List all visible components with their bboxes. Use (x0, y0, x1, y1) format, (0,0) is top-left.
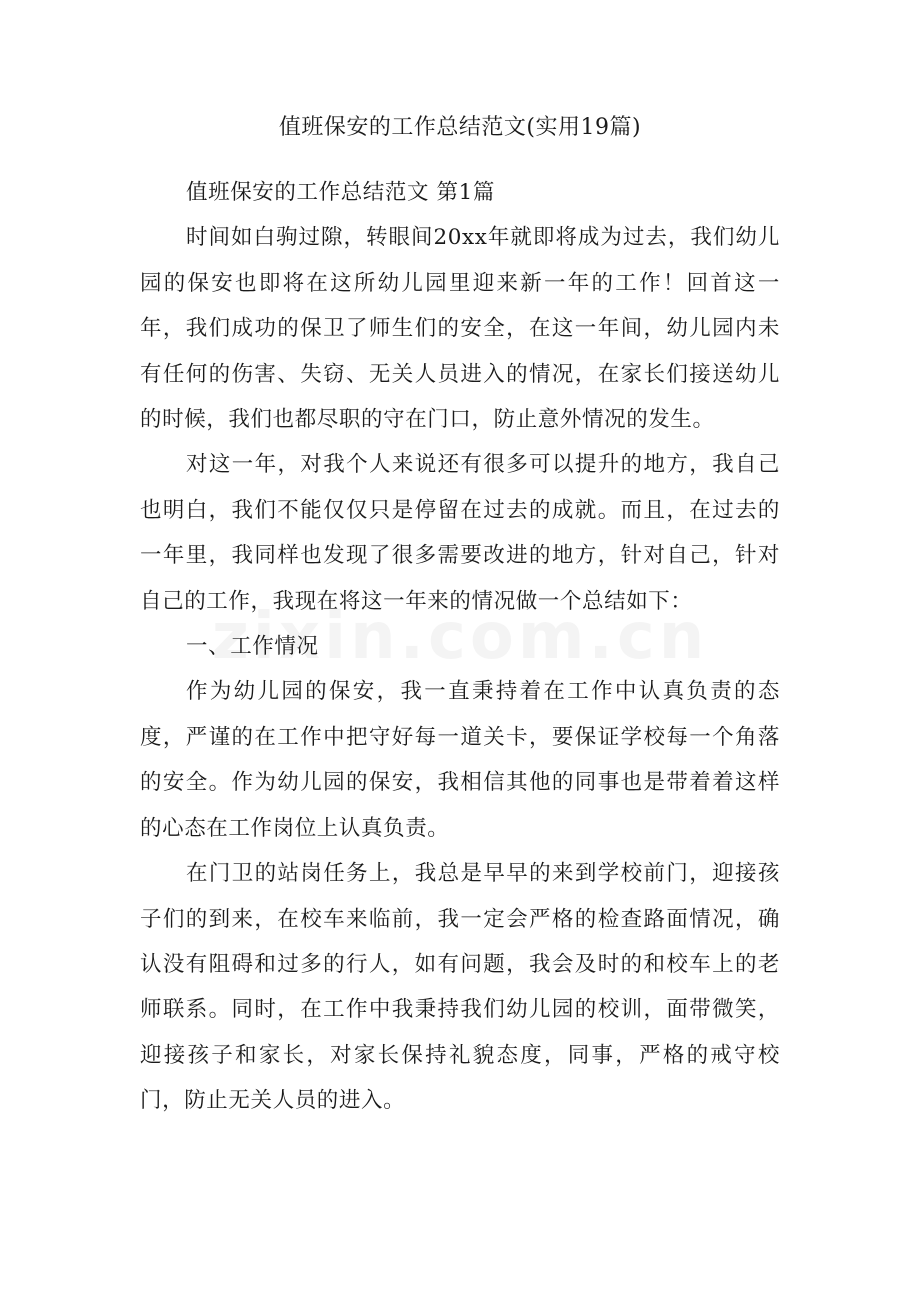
document-title: 值班保安的工作总结范文(实用19篇) (278, 115, 642, 140)
paragraph: 对这一年，对我个人来说还有很多可以提升的地方，我自己也明白，我们不能仅仅只是停留在过去的成就。而且，在过去的一年里，我同样也发现了很多需要改进的地方，针对自己，针对自己的工作，我现在将这一年来的情况做一个总结如下： (140, 452, 780, 614)
paragraph: 时间如白驹过隙，转眼间20xx年就即将成为过去，我们幼儿园的保安也即将在这所幼儿园里迎来新一年的工作！回首这一年，我们成功的保卫了师生们的安全，在这一年间，幼儿园内未有任何的伤害、失窃、无关人员进入的情况，在家长们接送幼儿的时候，我们也都尽职的守在门口，防止意外情况的发生。 (140, 225, 780, 433)
document-body (140, 170, 780, 1124)
section-heading: 一、工作情况 (186, 634, 319, 660)
paragraph: 作为幼儿园的保安，我一直秉持着在工作中认真负责的态度，严谨的在工作中把守好每一道关卡，要保证学校每一个角落的安全。作为幼儿园的保安，我相信其他的同事也是带着着这样的心态在工作岗位上认真负责。 (140, 679, 780, 841)
section-heading: 值班保安的工作总结范文 第1篇 (186, 180, 496, 205)
paragraph: 在门卫的站岗任务上，我总是早早的来到学校前门，迎接孩子们的到来，在校车来临前，我一定会严格的检查路面情况，确认没有阻碍和过多的行人，如有问题，我会及时的和校车上的老师联系。同时，在工作中我秉持我们幼儿园的校训，面带微笑，迎接孩子和家长，对家长保持礼貌态度，同事，严格的戒守校门，防止无关人员的进入。 (140, 861, 780, 1114)
